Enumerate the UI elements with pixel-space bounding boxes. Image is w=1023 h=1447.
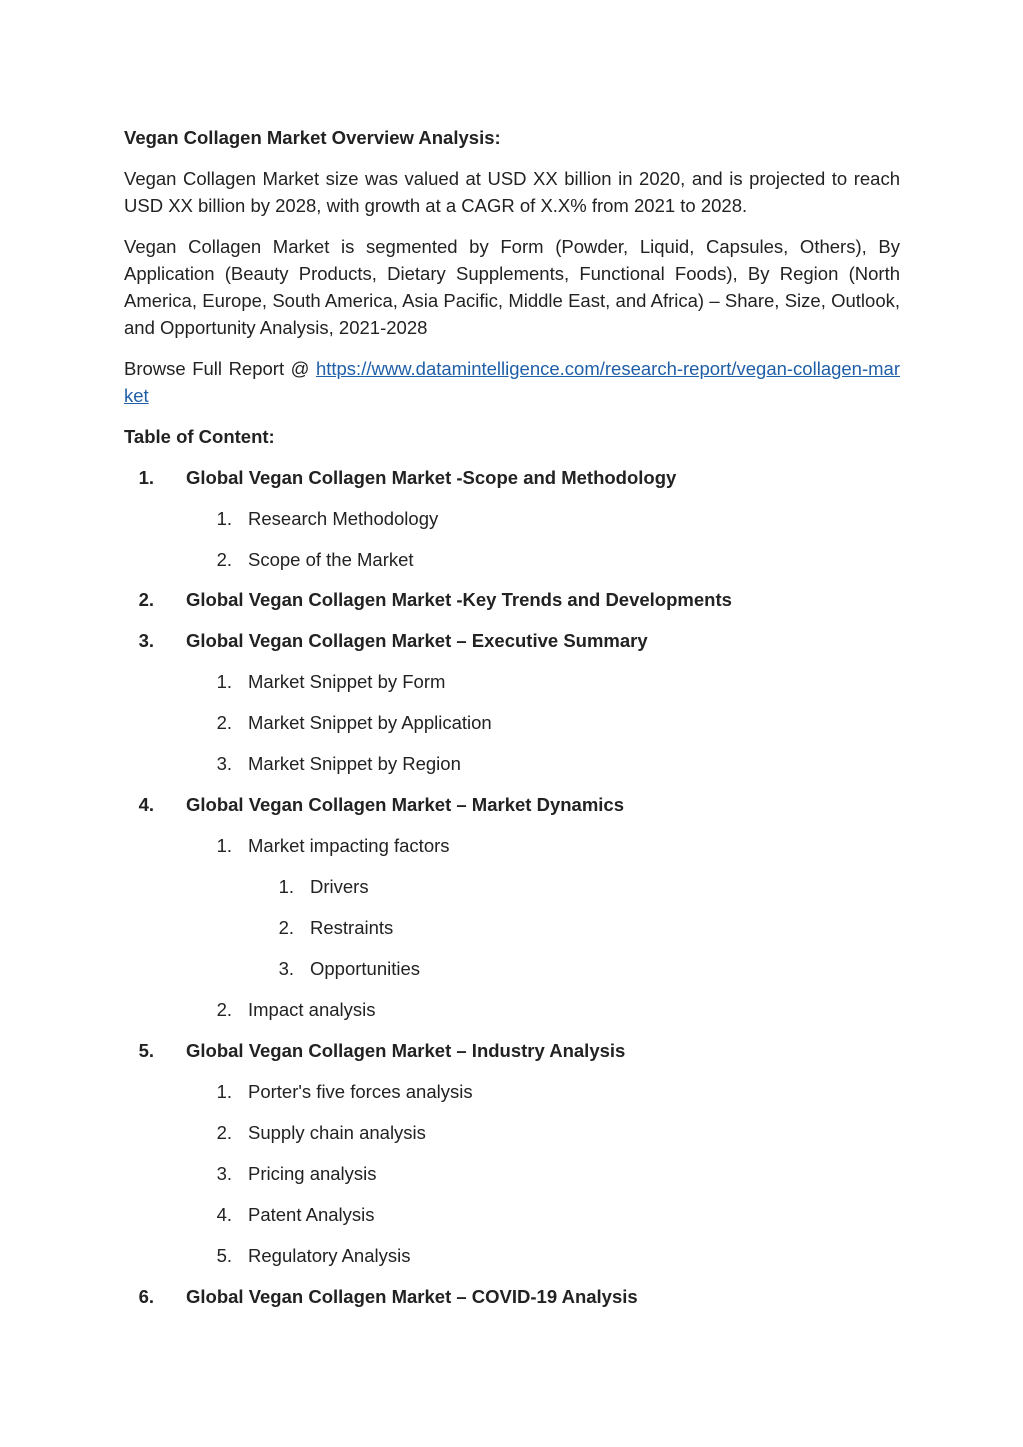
toc-text: Global Vegan Collagen Market -Key Trends and Developments <box>186 589 732 611</box>
toc-number: 1. <box>216 671 232 693</box>
toc-subsection <box>124 505 900 532</box>
toc-number: 1. <box>216 835 232 857</box>
toc-number: 4. <box>138 794 154 816</box>
toc-number: 3. <box>138 630 154 652</box>
toc-subsection <box>124 1119 900 1146</box>
toc-number: 2. <box>216 548 232 570</box>
toc-number: 5. <box>138 1040 154 1062</box>
toc-number: 3. <box>278 958 294 980</box>
toc-number: 2. <box>216 712 232 734</box>
toc-text: Global Vegan Collagen Market – Industry Analysis <box>186 1040 626 1062</box>
browse-report-line <box>124 355 900 409</box>
toc-subsection <box>124 750 900 777</box>
toc-text: Global Vegan Collagen Market – COVID-19 Analysis <box>186 1286 638 1308</box>
toc-text: Porter's five forces analysis <box>248 1081 473 1103</box>
toc-text: Drivers <box>310 876 369 898</box>
toc-number: 2. <box>216 999 232 1021</box>
toc-text: Opportunities <box>310 958 421 980</box>
toc-text: Market Snippet by Form <box>248 671 446 693</box>
toc-section <box>124 1037 900 1064</box>
toc-section <box>124 1283 900 1310</box>
toc-text: Regulatory Analysis <box>248 1245 411 1267</box>
toc-text: Market Snippet by Region <box>248 753 461 775</box>
toc-number: 1. <box>216 1081 232 1103</box>
toc-subsection <box>124 1160 900 1187</box>
toc-subsection <box>124 709 900 736</box>
toc-section <box>124 627 900 654</box>
toc-number: 6. <box>138 1286 154 1308</box>
toc-text: Patent Analysis <box>248 1204 375 1226</box>
toc-subsection <box>124 1242 900 1269</box>
market-size-paragraph: Vegan Collagen Market size was valued at USD XX billion in 2020, and is projected to reach USD XX billion by 2028, with growth at a CAGR of X.X% from 2021 to 2028. <box>124 167 900 216</box>
document-page <box>124 124 900 1324</box>
toc-number: 3. <box>216 753 232 775</box>
toc-subsection <box>124 546 900 573</box>
segmentation-paragraph: Vegan Collagen Market is segmented by Form (Powder, Liquid, Capsules, Others), By Application (Beauty Products, Dietary Supplements, Functional Foods), By Region (North America, Europe, South America, Asia Pacific, Middle East, and Africa) – Share, Size, Outlook, and Opportunity Analysis, 2021-2028 <box>124 235 900 339</box>
toc-number: 2. <box>138 589 154 611</box>
toc-section <box>124 586 900 613</box>
toc-subsubsection <box>124 873 900 900</box>
toc-number: 3. <box>216 1163 232 1185</box>
browse-prefix: Browse Full Report @ <box>124 357 316 379</box>
toc-subsubsection <box>124 955 900 982</box>
toc-text: Global Vegan Collagen Market – Executive Summary <box>186 630 648 652</box>
overview-heading: Vegan Collagen Market Overview Analysis: <box>124 127 501 148</box>
toc-text: Supply chain analysis <box>248 1122 426 1144</box>
toc-number: 1. <box>216 507 232 529</box>
toc-subsection <box>124 1201 900 1228</box>
toc-text: Market Snippet by Application <box>248 712 492 734</box>
toc-heading: Table of Content: <box>124 425 275 447</box>
full-report-link[interactable]: https://www.datamintelligence.com/research-report/vegan-collagen-market <box>124 357 900 407</box>
toc-text: Pricing analysis <box>248 1163 377 1185</box>
toc-text: Global Vegan Collagen Market – Market Dynamics <box>186 794 624 816</box>
toc-subsection <box>124 1078 900 1105</box>
toc-section <box>124 791 900 818</box>
toc-text: Global Vegan Collagen Market -Scope and Methodology <box>186 466 677 488</box>
toc-section <box>124 464 900 491</box>
toc-subsection <box>124 832 900 859</box>
toc-number: 4. <box>216 1204 232 1226</box>
toc-number: 2. <box>216 1122 232 1144</box>
toc-text: Scope of the Market <box>248 548 414 570</box>
toc-text: Research Methodology <box>248 507 439 529</box>
toc-subsection <box>124 996 900 1023</box>
toc-text: Impact analysis <box>248 999 376 1021</box>
toc-subsubsection <box>124 914 900 941</box>
toc-text: Market impacting factors <box>248 835 450 857</box>
toc-subsection <box>124 668 900 695</box>
toc-number: 2. <box>278 917 294 939</box>
toc-number: 1. <box>138 466 154 488</box>
toc-number: 1. <box>278 876 294 898</box>
toc-text: Restraints <box>310 917 394 939</box>
toc-number: 5. <box>216 1245 232 1267</box>
